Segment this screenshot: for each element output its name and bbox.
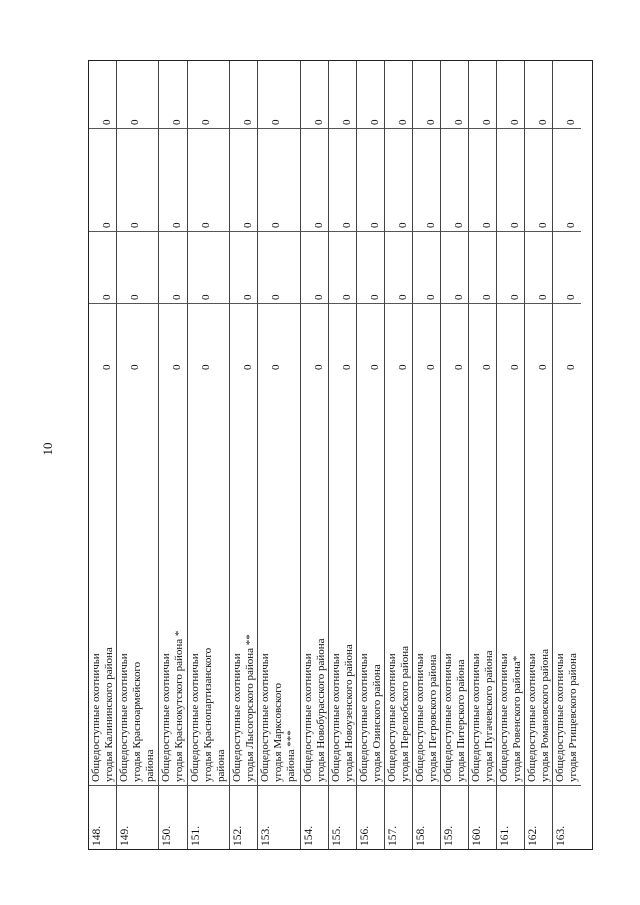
value: 0 — [509, 222, 521, 228]
value: 0 — [565, 119, 577, 125]
row-name: Общедоступные охотничьи угодья Ртищевского района — [554, 653, 579, 782]
value: 0 — [200, 119, 212, 125]
value-cell — [497, 61, 524, 128]
row-name: Общедоступные охотничьи угодья Калининского района — [90, 647, 115, 782]
value: 0 — [341, 294, 353, 300]
value: 0 — [101, 119, 113, 125]
row-number: 150. — [161, 825, 173, 846]
value-cell — [329, 303, 356, 373]
row-number-cell — [469, 786, 496, 849]
row-number-cell — [413, 786, 440, 849]
value-cell — [413, 231, 440, 303]
row-number: 152. — [232, 825, 244, 846]
value: 0 — [369, 294, 381, 300]
row-name-cell — [159, 630, 187, 786]
value-cell — [188, 128, 229, 231]
value: 0 — [481, 222, 493, 228]
value: 0 — [270, 364, 282, 370]
row-name: Общедоступные охотничьи угодья Питерского района — [442, 653, 467, 782]
row-number-cell — [188, 786, 229, 849]
value-cell — [357, 231, 384, 303]
value: 0 — [453, 364, 465, 370]
value-cell — [441, 128, 468, 231]
row-name: Общедоступные охотничьи угодья Краснокутского района * — [160, 630, 185, 782]
value: 0 — [101, 222, 113, 228]
value-cell — [230, 231, 257, 303]
row-number: 159. — [443, 825, 455, 846]
row-name-cell — [469, 636, 496, 786]
value-cell — [258, 128, 300, 231]
value: 0 — [397, 294, 409, 300]
row-name: Общедоступные охотничьи угодья Петровского района — [414, 653, 439, 782]
row-number-cell — [301, 786, 328, 849]
value-cell — [469, 61, 496, 128]
value-cell — [469, 128, 496, 231]
table-row — [329, 61, 357, 849]
row-number: 156. — [359, 825, 371, 846]
value: 0 — [101, 364, 113, 370]
row-name-cell — [301, 636, 328, 786]
value-cell — [89, 128, 116, 231]
value: 0 — [537, 119, 549, 125]
value: 0 — [242, 364, 254, 370]
value-cell — [385, 61, 412, 128]
value: 0 — [200, 222, 212, 228]
row-number-cell — [357, 786, 384, 849]
row-number: 154. — [303, 825, 315, 846]
table-row — [117, 61, 159, 849]
row-name: Общедоступные охотничьи угодья Новобурасского района — [302, 638, 327, 782]
row-name: Общедоступные охотничьи угодья Романовского района — [526, 649, 551, 782]
value: 0 — [565, 294, 577, 300]
row-name-cell — [385, 636, 412, 786]
value: 0 — [242, 294, 254, 300]
value-cell — [117, 128, 158, 231]
hunting-grounds-table — [88, 60, 593, 850]
value-cell — [258, 231, 300, 303]
value-cell — [469, 231, 496, 303]
value-cell — [497, 128, 524, 231]
value: 0 — [200, 294, 212, 300]
value-cell — [301, 128, 328, 231]
value: 0 — [565, 222, 577, 228]
table-row — [469, 61, 497, 849]
value: 0 — [565, 364, 577, 370]
row-name: Общедоступные охотничьи угодья Лысогорского района ** — [231, 634, 256, 782]
value-cell — [159, 61, 187, 128]
value-cell — [413, 128, 440, 231]
value: 0 — [397, 119, 409, 125]
row-number-cell — [258, 786, 300, 849]
row-name: Общедоступные охотничьи угодья Ровенского района* — [498, 653, 523, 782]
value-cell — [385, 128, 412, 231]
value: 0 — [509, 119, 521, 125]
value: 0 — [481, 364, 493, 370]
value-cell — [258, 303, 300, 373]
value-cell — [159, 128, 187, 231]
value: 0 — [341, 119, 353, 125]
value-cell — [89, 303, 116, 373]
row-name: Общедоступные охотничьи угодья Новоузенского района — [330, 644, 355, 782]
value: 0 — [425, 364, 437, 370]
row-number: 158. — [415, 825, 427, 846]
value: 0 — [537, 222, 549, 228]
value: 0 — [242, 222, 254, 228]
row-name-cell — [258, 636, 300, 786]
row-name-cell — [89, 636, 116, 786]
value: 0 — [171, 222, 183, 228]
value: 0 — [313, 364, 325, 370]
row-name-cell — [553, 636, 581, 786]
value-cell — [525, 231, 552, 303]
value-cell — [385, 231, 412, 303]
value-cell — [553, 231, 581, 303]
row-name-cell — [497, 636, 524, 786]
value-cell — [258, 61, 300, 128]
value: 0 — [481, 294, 493, 300]
value: 0 — [242, 119, 254, 125]
row-name-cell — [188, 636, 229, 786]
value-cell — [441, 61, 468, 128]
row-name-cell — [117, 636, 158, 786]
row-name-cell — [357, 636, 384, 786]
value: 0 — [453, 294, 465, 300]
value: 0 — [101, 294, 113, 300]
value-cell — [553, 61, 581, 128]
value-cell — [117, 303, 158, 373]
row-name-cell — [525, 636, 552, 786]
value: 0 — [129, 364, 141, 370]
table-row — [301, 61, 329, 849]
value: 0 — [453, 119, 465, 125]
row-name-cell — [230, 636, 257, 786]
row-name: Общедоступные охотничьи угодья Красноармейского района — [118, 653, 156, 782]
value-cell — [329, 61, 356, 128]
value-cell — [329, 128, 356, 231]
value: 0 — [270, 222, 282, 228]
value: 0 — [313, 222, 325, 228]
value-cell — [525, 303, 552, 373]
value-cell — [413, 303, 440, 373]
table-row — [230, 61, 258, 849]
page-number: 10 — [40, 442, 55, 456]
value: 0 — [397, 222, 409, 228]
value-cell — [413, 61, 440, 128]
row-number-cell — [553, 786, 581, 849]
value-cell — [525, 128, 552, 231]
value: 0 — [129, 222, 141, 228]
row-number-cell — [230, 786, 257, 849]
value-cell — [89, 231, 116, 303]
table-row — [553, 61, 581, 849]
value: 0 — [313, 119, 325, 125]
value: 0 — [270, 119, 282, 125]
table-row — [258, 61, 301, 849]
value-cell — [525, 61, 552, 128]
row-number: 163. — [555, 825, 567, 846]
table-row — [497, 61, 525, 849]
value: 0 — [200, 364, 212, 370]
value: 0 — [341, 222, 353, 228]
value-cell — [469, 303, 496, 373]
value: 0 — [369, 222, 381, 228]
value-cell — [301, 61, 328, 128]
value: 0 — [481, 119, 493, 125]
row-name: Общедоступные охотничьи угодья Пугачевского района — [470, 650, 495, 782]
value: 0 — [341, 364, 353, 370]
value-cell — [301, 231, 328, 303]
value-cell — [329, 231, 356, 303]
value: 0 — [270, 294, 282, 300]
value-cell — [357, 128, 384, 231]
table-row — [525, 61, 553, 849]
table-row — [385, 61, 413, 849]
row-number: 149. — [119, 825, 131, 846]
row-number: 162. — [527, 825, 539, 846]
value-cell — [553, 303, 581, 373]
value: 0 — [509, 294, 521, 300]
value: 0 — [537, 364, 549, 370]
row-number-cell — [117, 786, 158, 849]
row-name: Общедоступные охотничьи угодья Озинского района — [358, 653, 383, 782]
value-cell — [497, 303, 524, 373]
value: 0 — [129, 119, 141, 125]
value-cell — [159, 231, 187, 303]
value-cell — [89, 61, 116, 128]
value-cell — [553, 128, 581, 231]
value-cell — [497, 231, 524, 303]
table-row — [188, 61, 230, 849]
value-cell — [301, 303, 328, 373]
value-cell — [117, 231, 158, 303]
value-cell — [385, 303, 412, 373]
value: 0 — [397, 364, 409, 370]
row-name: Общедоступные охотничьи угодья Перелюбского района — [386, 645, 411, 782]
row-number-cell — [89, 786, 116, 849]
value: 0 — [425, 294, 437, 300]
table-row — [357, 61, 385, 849]
row-name: Общедоступные охотничьи угодья Марксовского района *** — [259, 653, 297, 782]
value-cell — [441, 303, 468, 373]
row-number: 160. — [471, 825, 483, 846]
row-number: 157. — [387, 825, 399, 846]
value: 0 — [453, 222, 465, 228]
value-cell — [159, 303, 187, 373]
row-number: 153. — [260, 825, 272, 846]
value-cell — [188, 303, 229, 373]
row-number-cell — [525, 786, 552, 849]
row-number-cell — [441, 786, 468, 849]
row-number: 148. — [91, 825, 103, 846]
value: 0 — [369, 119, 381, 125]
table-row — [89, 61, 117, 849]
value-cell — [441, 231, 468, 303]
row-number-cell — [385, 786, 412, 849]
value: 0 — [537, 294, 549, 300]
row-number-cell — [329, 786, 356, 849]
value: 0 — [425, 222, 437, 228]
row-name-cell — [329, 636, 356, 786]
value: 0 — [509, 364, 521, 370]
row-number: 151. — [190, 825, 202, 846]
value: 0 — [171, 294, 183, 300]
row-number-cell — [159, 786, 187, 849]
table-row — [159, 61, 188, 849]
table-row — [413, 61, 441, 849]
value: 0 — [313, 294, 325, 300]
value-cell — [117, 61, 158, 128]
value: 0 — [425, 119, 437, 125]
value-cell — [230, 303, 257, 373]
value: 0 — [171, 364, 183, 370]
value: 0 — [369, 364, 381, 370]
row-name-cell — [413, 636, 440, 786]
value: 0 — [171, 119, 183, 125]
row-name: Общедоступные охотничьи угодья Краснопартизанского района — [189, 647, 227, 782]
value-cell — [357, 61, 384, 128]
value-cell — [230, 61, 257, 128]
row-number: 155. — [331, 825, 343, 846]
value-cell — [188, 61, 229, 128]
value-cell — [188, 231, 229, 303]
value-cell — [230, 128, 257, 231]
row-name-cell — [441, 636, 468, 786]
row-number: 161. — [499, 825, 511, 846]
table-row — [441, 61, 469, 849]
value: 0 — [129, 294, 141, 300]
row-number-cell — [497, 786, 524, 849]
value-cell — [357, 303, 384, 373]
